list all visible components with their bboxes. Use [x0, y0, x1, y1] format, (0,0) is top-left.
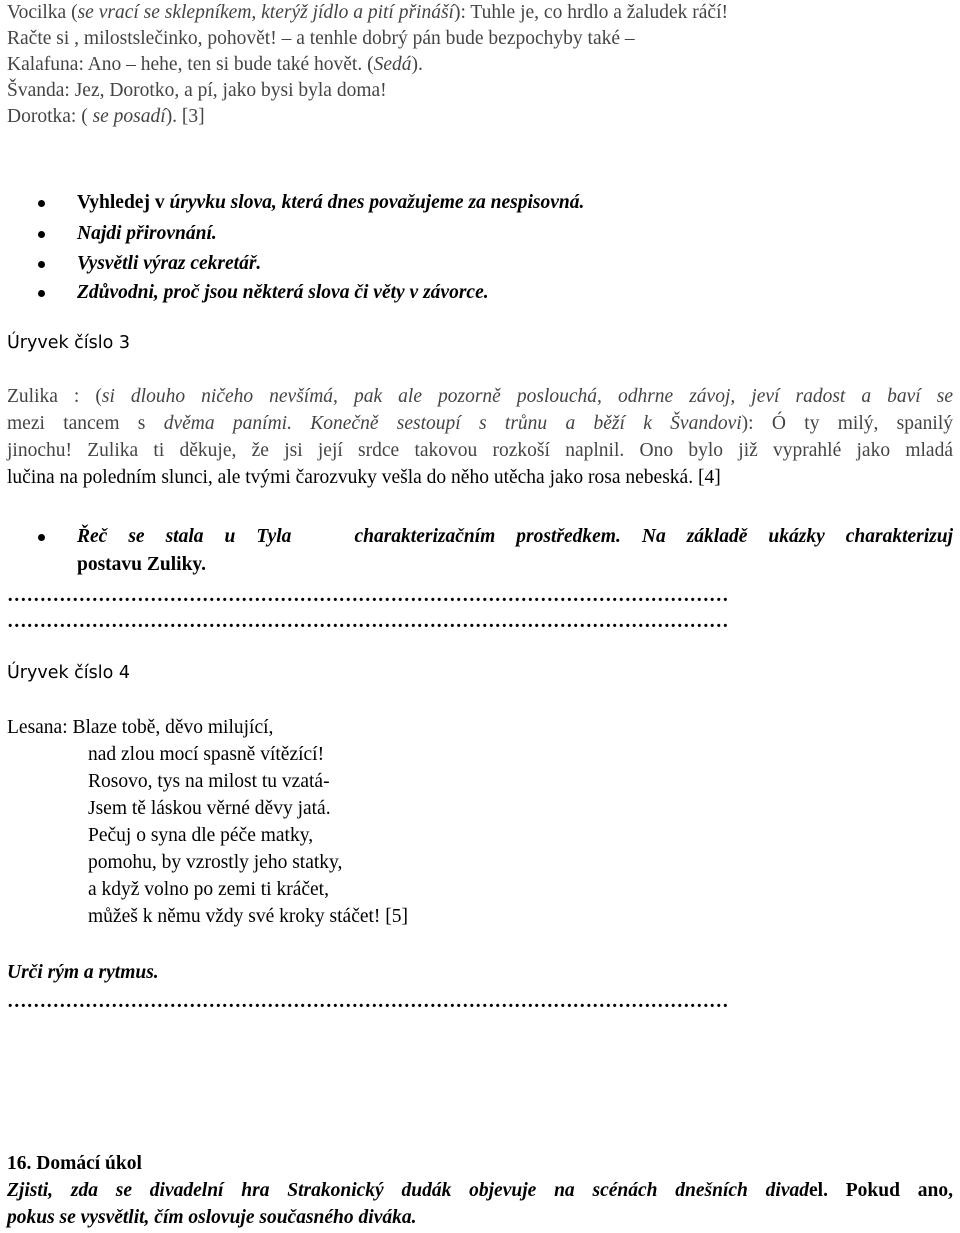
paragraph-line	[7, 411, 953, 437]
homework-text: el. Pokud ano,	[809, 1180, 953, 1201]
stage-direction: Konečně sestoupí s trůnu a běží k Švandovi	[291, 413, 742, 434]
verse-line: pomohu, by vzrostly jeho statky,	[88, 852, 343, 873]
section-heading: Úryvek číslo 3	[7, 333, 131, 353]
dialogue-text: ).	[411, 54, 423, 75]
task-text: Řeč se stala u Tyla	[77, 526, 292, 547]
dialogue-text: Dorotka: (	[7, 106, 88, 127]
stage-direction: dvěma paními.	[163, 413, 292, 434]
homework-line	[7, 1178, 953, 1204]
bullet-icon	[38, 290, 45, 297]
verse-line: nad zlou mocí spasně vítězící!	[88, 744, 325, 765]
task-item: Vysvětli výraz cekretář.	[77, 253, 262, 274]
dialogue-line	[7, 78, 387, 104]
bullet-icon	[38, 534, 45, 541]
dialogue-text: ): Tuhle je, co hrdlo a žaludek ráčí!	[453, 2, 728, 23]
stage-direction: mezi tancem s	[7, 413, 164, 434]
paragraph-line	[7, 384, 953, 410]
homework-text: Zjisti, zda se divadelní hra Strakonický dudák objevuje na scénách dnešních divad	[7, 1180, 810, 1201]
dialogue-line	[7, 26, 635, 52]
speaker-text: Zulika : (	[7, 386, 102, 407]
answer-line: …………………………………………………………………………………………………	[7, 585, 729, 606]
homework-line: pokus se vysvětlit, čím oslovuje současného diváka.	[7, 1207, 417, 1228]
task-item	[77, 524, 953, 550]
paragraph-line: lučina na poledním slunci, ale tvými čarozvuky vešla do něho utěcha jako rosa nebeská. [4]	[7, 467, 721, 488]
verse-line: Jsem tě láskou věrné děvy jatá.	[88, 798, 331, 819]
task-text: úryvku slova, která dnes považujeme za nespisovná.	[169, 192, 585, 213]
stage-direction: se vrací se sklepníkem, kterýž jídlo a pití přináší	[77, 2, 454, 23]
dialogue-text: Švanda: Jez, Dorotko, a pí, jako bysi byla doma!	[7, 80, 387, 101]
answer-line: …………………………………………………………………………………………………	[7, 991, 729, 1012]
verse-line: Pečuj o syna dle péče matky,	[88, 825, 314, 846]
stage-direction: si dlouho ničeho nevšímá, pak ale pozorně poslouchá, odhrne závoj, jeví radost a baví se	[101, 386, 953, 407]
task-text: Vyhledej v	[77, 192, 170, 213]
stage-direction: Sedá	[373, 54, 412, 75]
task-item: postavu Zuliky.	[77, 554, 206, 575]
section-heading: Úryvek číslo 4	[7, 663, 131, 683]
stage-direction: se posadí	[87, 106, 166, 127]
verse-line: Rosovo, tys na milost tu vzatá-	[88, 771, 330, 792]
paragraph-line: jinochu! Zulika ti děkuje, že jsi její srdce takovou rozkoší naplnil. Ono bylo již vyprahlé jako mladá	[7, 440, 953, 461]
dialogue-line	[7, 0, 728, 26]
verse-line: Lesana: Blaze tobě, děvo milující,	[7, 717, 274, 738]
task-item: Najdi přirovnání.	[77, 223, 217, 244]
verse-line: a když volno po zemi ti kráčet,	[88, 879, 329, 900]
bullet-icon	[38, 261, 45, 268]
answer-line: …………………………………………………………………………………………………	[7, 611, 729, 632]
task-item	[77, 190, 584, 216]
bullet-icon	[38, 231, 45, 238]
task-item: Zdůvodni, proč jsou některá slova či věty v závorce.	[77, 282, 489, 303]
dialogue-text: ). [3]	[165, 106, 205, 127]
verse-line: můžeš k němu vždy své kroky stáčet! [5]	[88, 906, 409, 927]
dialogue-line	[7, 104, 205, 130]
dialogue-line	[7, 52, 423, 78]
speaker-text: Vocilka (	[7, 2, 78, 23]
bullet-icon	[38, 200, 45, 207]
dialogue-text: ): Ó ty milý, spanilý	[741, 413, 954, 434]
homework-title: 16. Domácí úkol	[7, 1153, 142, 1174]
task-item: Urči rým a rytmus.	[7, 962, 159, 983]
dialogue-text: Račte si , milostslečinko, pohovět! – a tenhle dobrý pán bude bezpochyby také –	[7, 28, 635, 49]
task-text: charakterizačním prostředkem. Na základě ukázky charakterizuj	[354, 526, 954, 547]
dialogue-text: Kalafuna: Ano – hehe, ten si bude také hovět. (	[7, 54, 374, 75]
